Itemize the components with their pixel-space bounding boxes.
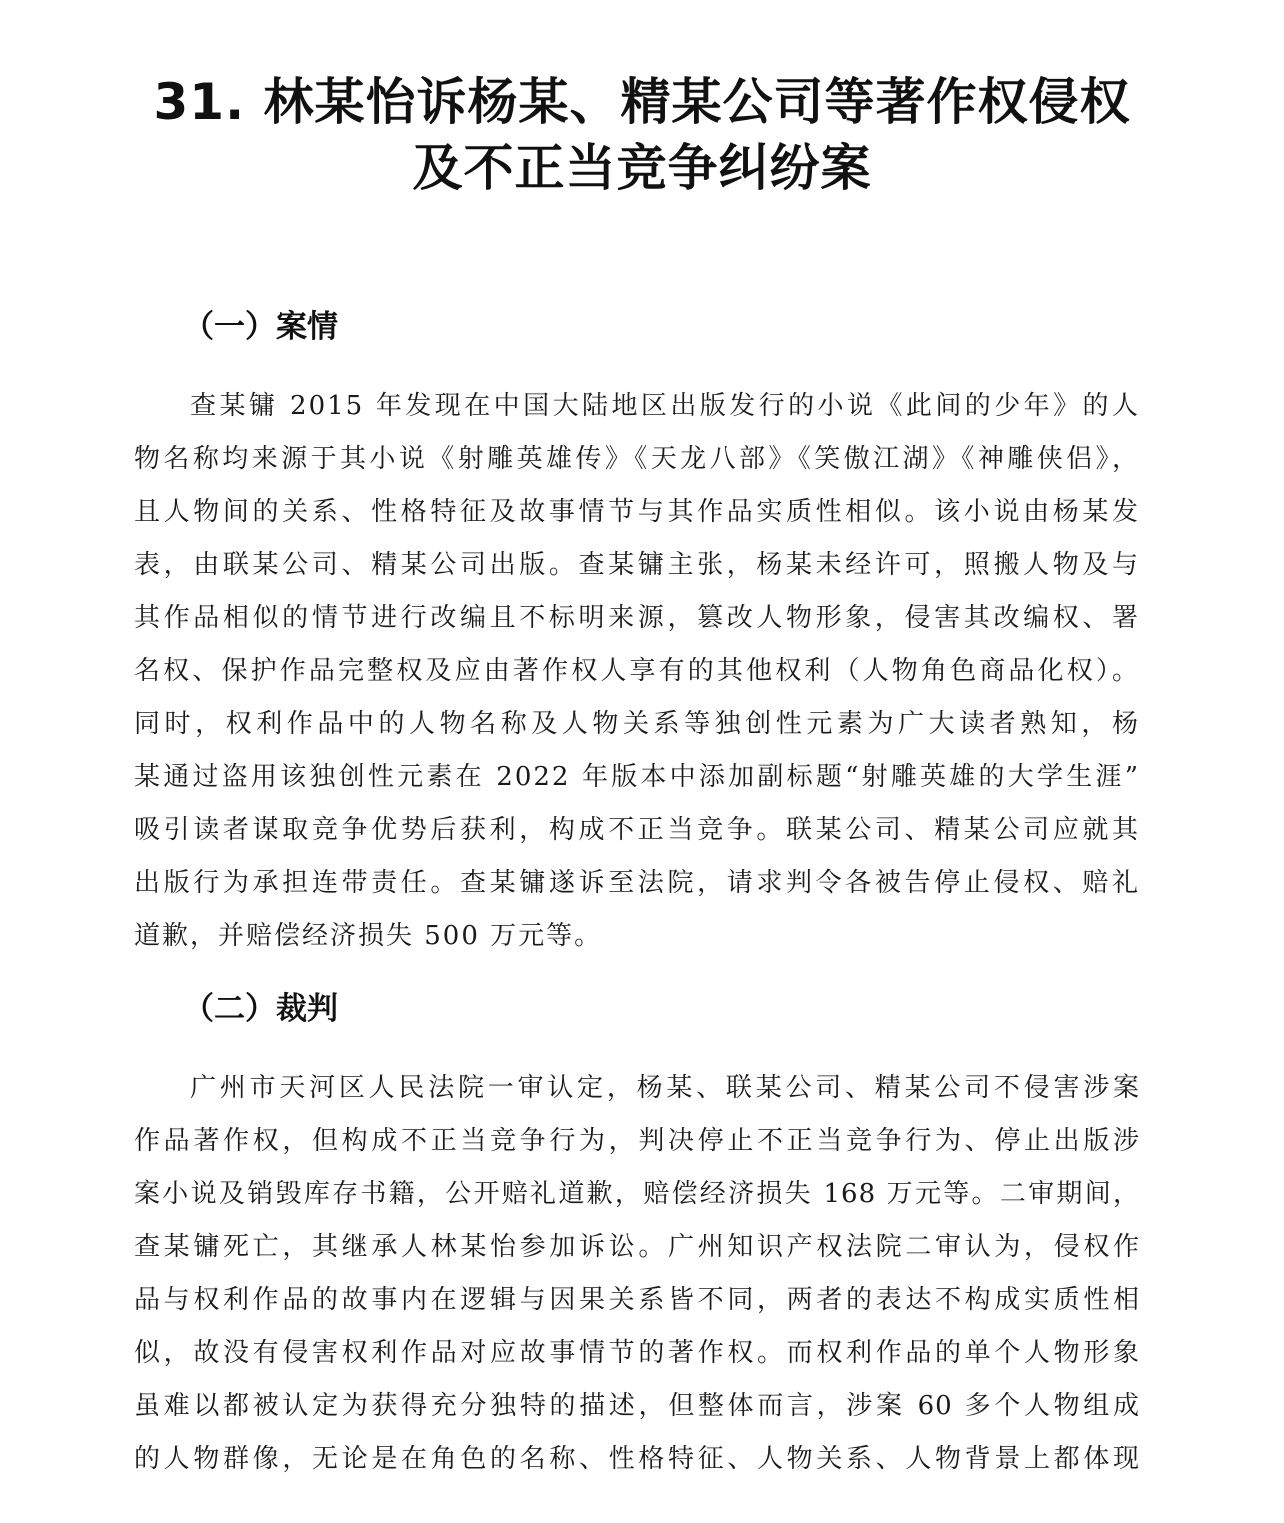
paragraph-line: 某通过盗用该独创性元素在 2022 年版本中添加副标题“射雕英雄的大学生涯” xyxy=(134,762,1140,792)
paragraph-line: 同时，权利作品中的人物名称及人物关系等独创性元素为广大读者熟知，杨 xyxy=(134,709,1140,739)
paragraph-case-facts xyxy=(134,380,1140,963)
document-title-line-2: 及不正当竞争纠纷案 xyxy=(412,139,872,197)
document-title-line-1: 31. 林某怡诉杨某、精某公司等著作权侵权 xyxy=(153,73,1131,131)
section-heading-case-facts: （一）案情 xyxy=(183,309,338,345)
paragraph-line: 名权、保护作品完整权及应由著作权人享有的其他权利（人物角色商品化权）。 xyxy=(134,656,1140,686)
paragraph-judgment xyxy=(134,1062,1140,1486)
paragraph-line: 虽难以都被认定为获得充分独特的描述，但整体而言，涉案 60 多个人物组成 xyxy=(134,1391,1140,1421)
paragraph-line: 似，故没有侵害权利作品对应故事情节的著作权。而权利作品的单个人物形象 xyxy=(134,1338,1140,1368)
section-heading-judgment: （二）裁判 xyxy=(183,991,338,1027)
paragraph-line: 品与权利作品的故事内在逻辑与因果关系皆不同，两者的表达不构成实质性相 xyxy=(134,1285,1140,1315)
paragraph-line: 查某镛 2015 年发现在中国大陆地区出版发行的小说《此间的少年》的人 xyxy=(190,391,1140,421)
paragraph-line: 出版行为承担连带责任。查某镛遂诉至法院，请求判令各被告停止侵权、赔礼 xyxy=(134,868,1140,898)
paragraph-line: 其作品相似的情节进行改编且不标明来源，篡改人物形象，侵害其改编权、署 xyxy=(134,603,1140,633)
paragraph-line: 表，由联某公司、精某公司出版。查某镛主张，杨某未经许可，照搬人物及与 xyxy=(134,550,1140,580)
paragraph-line: 物名称均来源于其小说《射雕英雄传》《天龙八部》《笑傲江湖》《神雕侠侣》， xyxy=(134,444,1140,474)
paragraph-line: 查某镛死亡，其继承人林某怡参加诉讼。广州知识产权法院二审认为，侵权作 xyxy=(134,1232,1140,1262)
paragraph-line: 作品著作权，但构成不正当竞争行为，判决停止不正当竞争行为、停止出版涉 xyxy=(134,1126,1140,1156)
paragraph-line: 的人物群像，无论是在角色的名称、性格特征、人物关系、人物背景上都体现 xyxy=(134,1444,1140,1474)
paragraph-line: 道歉，并赔偿经济损失 500 万元等。 xyxy=(134,921,603,951)
paragraph-line: 且人物间的关系、性格特征及故事情节与其作品实质性相似。该小说由杨某发 xyxy=(134,497,1140,527)
paragraph-line: 吸引读者谋取竞争优势后获利，构成不正当竞争。联某公司、精某公司应就其 xyxy=(134,815,1140,845)
paragraph-line: 案小说及销毁库存书籍，公开赔礼道歉，赔偿经济损失 168 万元等。二审期间， xyxy=(134,1179,1140,1209)
paragraph-line: 广州市天河区人民法院一审认定，杨某、联某公司、精某公司不侵害涉案 xyxy=(190,1073,1140,1103)
